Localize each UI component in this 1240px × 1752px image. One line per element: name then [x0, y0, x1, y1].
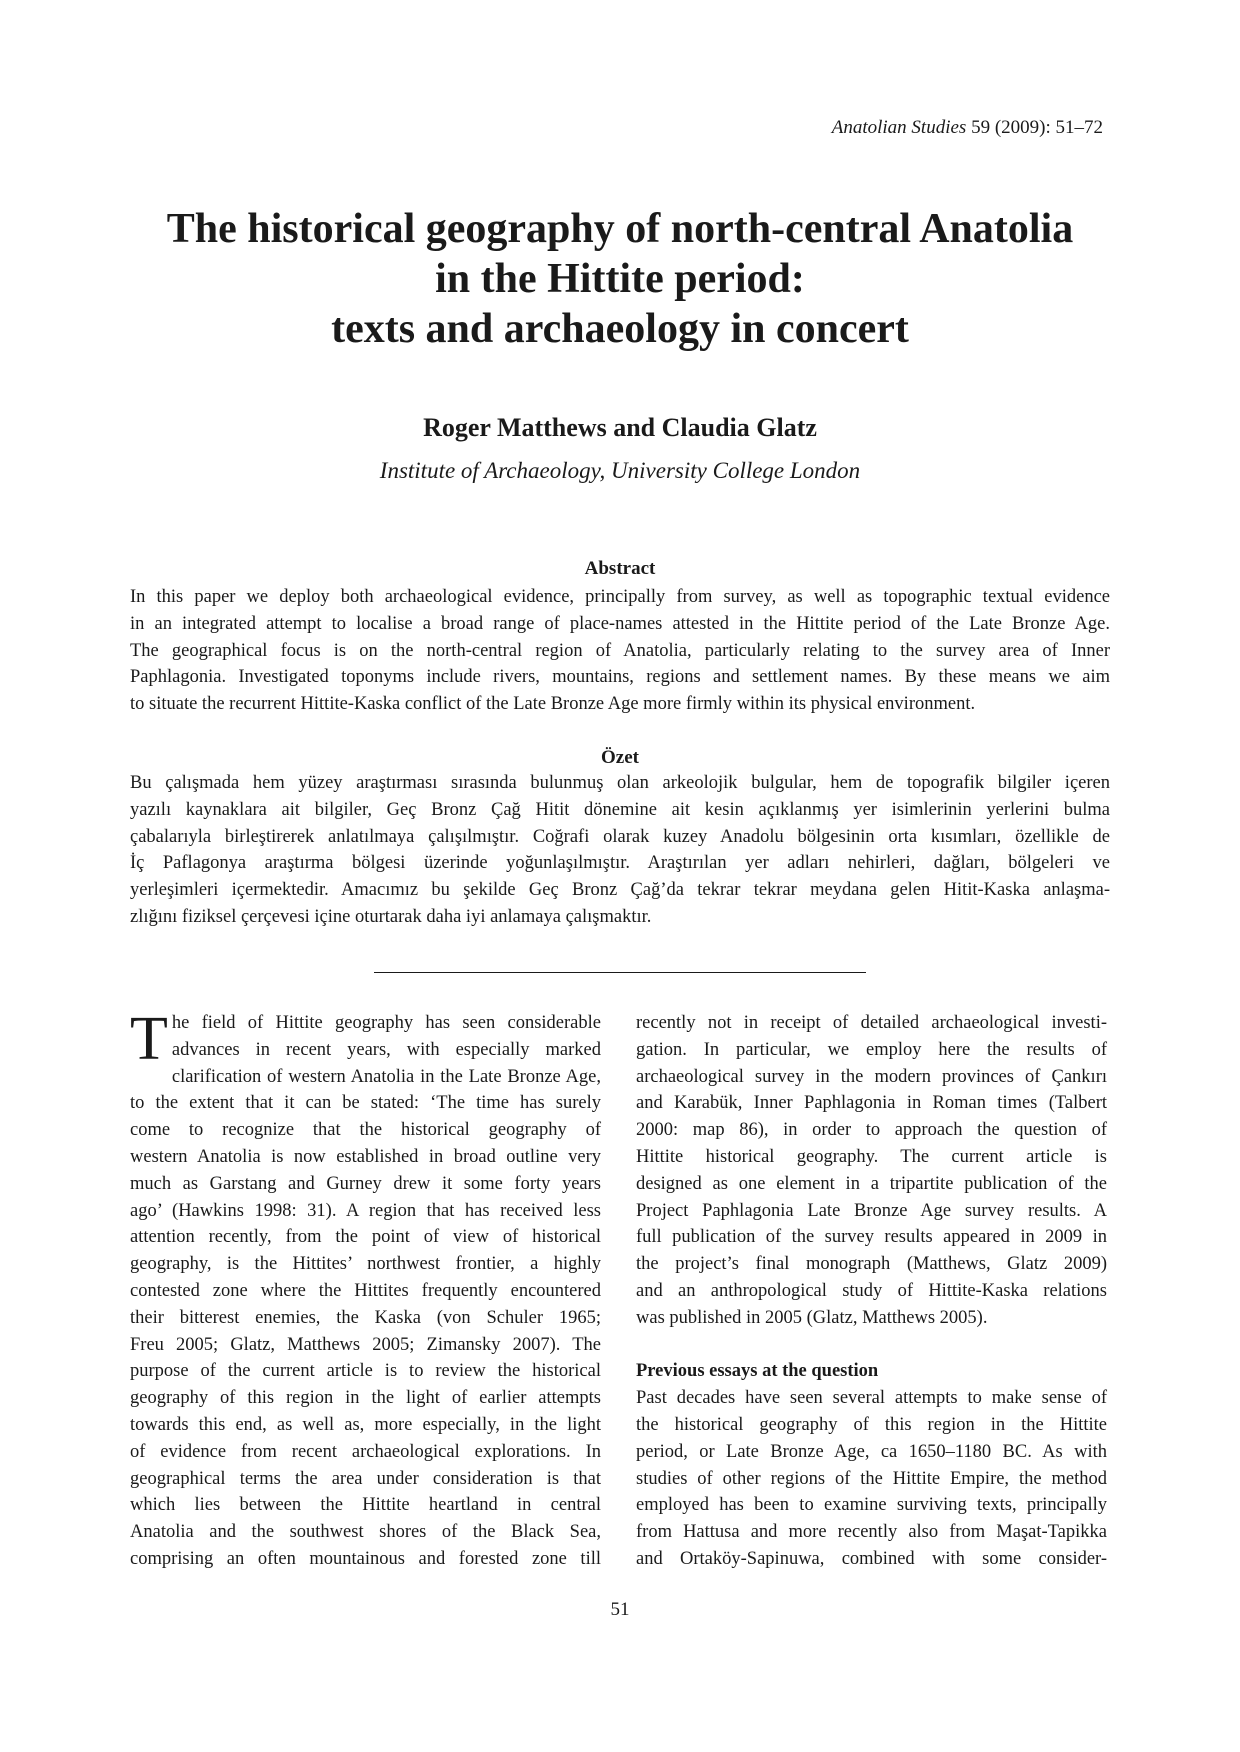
body-line: Past decades have seen several attempts to make sense of — [636, 1388, 1107, 1409]
body-line: ago’ (Hawkins 1998: 31). A region that has received less — [130, 1200, 601, 1221]
body-line: from Hattusa and more recently also from Maşat-Tapikka — [636, 1522, 1107, 1543]
ozet-line: zlığını fiziksel çerçevesi içine oturtarak daha iyi anlamaya çalışmaktır. — [130, 906, 652, 927]
body-line: western Anatolia is now established in broad outline very — [130, 1146, 601, 1167]
body-line: the project’s final monograph (Matthews, Glatz 2009) — [636, 1254, 1107, 1275]
body-line: Anatolia and the southwest shores of the Black Sea, — [130, 1522, 601, 1543]
journal-citation — [832, 116, 1103, 140]
body-line: and Karabük, Inner Paphlagonia in Roman times (Talbert — [636, 1093, 1107, 1114]
section-subheading: Previous essays at the question — [636, 1361, 879, 1382]
abstract-text — [130, 584, 1110, 718]
body-line: purpose of the current article is to review the historical — [130, 1361, 601, 1382]
body-line: employed has been to examine surviving texts, principally — [636, 1495, 1107, 1516]
abstract-line: in an integrated attempt to localise a broad range of place-names attested in the Hittite period of the Late Bronze Age. — [130, 613, 1110, 634]
abstract-heading: Abstract — [584, 558, 656, 579]
ozet-text — [130, 770, 1110, 931]
body-column-right — [636, 1010, 1107, 1573]
drop-cap: T — [130, 1005, 168, 1073]
body-line: designed as one element in a tripartite publication of the — [636, 1173, 1107, 1194]
ozet-heading: Özet — [601, 747, 639, 768]
body-line: period, or Late Bronze Age, ca 1650–1180 BC. As with — [636, 1441, 1107, 1462]
affiliation: Institute of Archaeology, University College London — [379, 458, 861, 483]
body-line: the historical geography of this region in the Hittite — [636, 1414, 1107, 1435]
body-line: their bitterest enemies, the Kaska (von Schuler 1965; — [130, 1307, 601, 1328]
body-line: Project Paphlagonia Late Bronze Age survey results. A — [636, 1200, 1107, 1221]
body-column-left — [130, 1005, 601, 1573]
body-line: geography of this region in the light of earlier attempts — [130, 1388, 601, 1409]
abstract-line: to situate the recurrent Hittite-Kaska conflict of the Late Bronze Age more firmly within its physical environment. — [130, 694, 976, 715]
abstract-line: The geographical focus is on the north-central region of Anatolia, particularly relating to the survey area of Inner — [130, 640, 1110, 661]
body-line: and an anthropological study of Hittite-Kaska relations — [636, 1280, 1107, 1301]
body-line: geography, is the Hittites’ northwest frontier, a highly — [130, 1254, 601, 1275]
abstract-line: Paphlagonia. Investigated toponyms include rivers, mountains, regions and settlement names. By these means we aim — [130, 667, 1110, 688]
ozet-line: İç Paflagonya araştırma bölgesi üzerinde yoğunlaşılmıştır. Araştırılan yer adları nehirleri, dağları, bölgeleri ve — [130, 853, 1110, 874]
body-line: advances in recent years, with especially marked — [171, 1039, 601, 1060]
body-line: towards this end, as well as, more especially, in the light — [130, 1414, 601, 1435]
title-line-2: in the Hittite period: — [435, 256, 805, 302]
ozet-line: yazılı kaynaklara ait bilgiler, Geç Bronz Çağ Hitit dönemine ait kesin açıklanmış yer isimlerinin yerlerini bulma — [130, 799, 1110, 820]
body-line: Freu 2005; Glatz, Matthews 2005; Zimansky 2007). The — [130, 1334, 601, 1355]
body-line: he field of Hittite geography has seen considerable — [171, 1013, 601, 1033]
page-number: 51 — [610, 1599, 630, 1620]
title-line-1: The historical geography of north-central Anatolia — [166, 206, 1074, 252]
body-line: of evidence from recent archaeological explorations. In — [130, 1441, 601, 1462]
journal-name: Anatolian Studies — [831, 117, 967, 138]
body-line: archaeological survey in the modern provinces of Çankırı — [636, 1066, 1107, 1087]
body-line: clarification of western Anatolia in the Late Bronze Age, — [171, 1066, 601, 1087]
body-line: come to recognize that the historical geography of — [130, 1120, 601, 1141]
body-line: Hittite historical geography. The current article is — [636, 1146, 1107, 1167]
body-line: attention recently, from the point of view of historical — [130, 1227, 601, 1248]
body-line: much as Garstang and Gurney drew it some forty years — [130, 1173, 601, 1194]
body-line: was published in 2005 (Glatz, Matthews 2005). — [636, 1307, 988, 1328]
authors: Roger Matthews and Claudia Glatz — [423, 413, 817, 442]
body-line: studies of other regions of the Hittite Empire, the method — [636, 1468, 1107, 1489]
citation-volume: 59 (2009): 51–72 — [966, 117, 1103, 138]
body-line: recently not in receipt of detailed archaeological investi- — [636, 1013, 1107, 1033]
abstract-line: In this paper we deploy both archaeological evidence, principally from survey, as well as topographic textual evidence — [130, 587, 1110, 607]
title-line-3: texts and archaeology in concert — [331, 306, 909, 352]
body-line: which lies between the Hittite heartland in central — [130, 1495, 601, 1516]
body-line: comprising an often mountainous and forested zone till — [130, 1548, 601, 1569]
body-line: full publication of the survey results appeared in 2009 in — [636, 1227, 1107, 1248]
body-line: to the extent that it can be stated: ‘The time has surely — [130, 1093, 601, 1114]
section-divider — [374, 972, 866, 973]
ozet-line: yerleşimleri içermektedir. Amacımız bu şekilde Geç Bronz Çağ’da tekrar tekrar meydana gelen Hitit-Kaska anlaşma- — [130, 880, 1110, 901]
body-line: geographical terms the area under consideration is that — [130, 1468, 601, 1489]
ozet-line: Bu çalışmada hem yüzey araştırması sırasında bulunmuş olan arkeolojik bulgular, hem de topografik bilgiler içeren — [130, 773, 1110, 793]
body-line: and Ortaköy-Sapinuwa, combined with some consider- — [636, 1548, 1107, 1569]
ozet-line: çabalarıyla birleştirerek anlatılmaya çalışılmıştır. Coğrafi olarak kuzey Anadolu bölgesinin orta kısımları, özellikle de — [130, 826, 1110, 847]
body-line: contested zone where the Hittites frequently encountered — [130, 1280, 601, 1301]
article-title — [120, 204, 1120, 354]
paragraph-gap — [636, 1332, 1107, 1359]
body-line: gation. In particular, we employ here the results of — [636, 1039, 1107, 1060]
body-line: 2000: map 86), in order to approach the question of — [636, 1120, 1107, 1141]
